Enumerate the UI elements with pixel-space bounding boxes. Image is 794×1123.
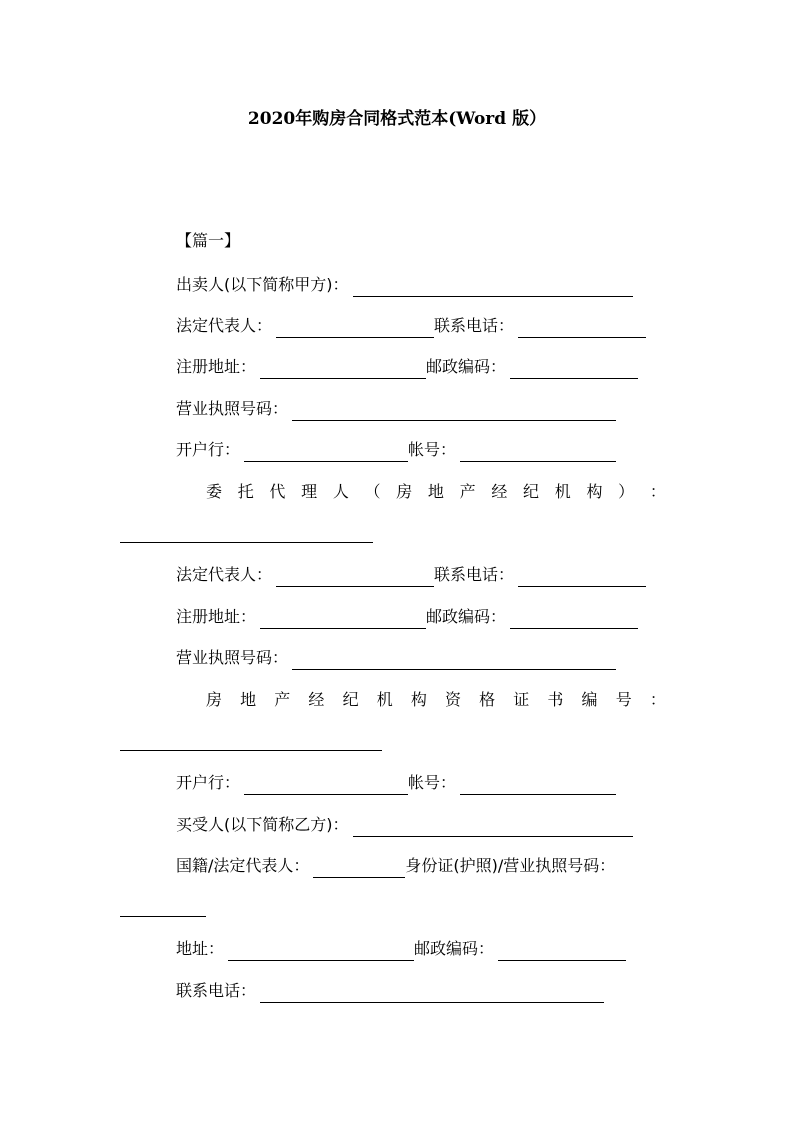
- phone-label: 联系电话：: [176, 981, 257, 1000]
- agent-label-char: 地: [427, 482, 444, 501]
- buyer-postcode-field[interactable]: [498, 940, 626, 961]
- cert-label-char: 构: [410, 690, 427, 709]
- agent-label-char: 构: [586, 482, 603, 501]
- buyer-nationality-row: [176, 854, 615, 878]
- seller-license-row: [176, 397, 616, 421]
- account-label: 帐号：: [408, 773, 457, 792]
- nationality-label: 国籍/法定代表人：: [176, 856, 310, 875]
- agent-bank-field[interactable]: [244, 774, 408, 795]
- seller-label: 出卖人(以下简称甲方)：: [176, 275, 349, 294]
- agent-address-row: [176, 605, 638, 629]
- legal-rep-label: 法定代表人：: [176, 565, 273, 584]
- agent-address-field[interactable]: [260, 608, 426, 629]
- agent-label-char: ）: [618, 482, 635, 501]
- cert-label-char: 经: [308, 690, 325, 709]
- account-label: 帐号：: [408, 440, 457, 459]
- postcode-label: 邮政编码：: [414, 939, 495, 958]
- cert-label-char: 书: [547, 690, 564, 709]
- cert-label-char: 证: [513, 690, 530, 709]
- agent-phone-field[interactable]: [518, 566, 646, 587]
- bank-label: 开户行：: [176, 440, 241, 459]
- seller-legal-rep-field[interactable]: [276, 317, 434, 338]
- seller-row: [176, 273, 633, 297]
- agent-license-field[interactable]: [292, 649, 616, 670]
- agent-label-char: 产: [459, 482, 476, 501]
- seller-bank-row: [176, 438, 616, 462]
- cert-label-char: 机: [376, 690, 393, 709]
- postcode-label: 邮政编码：: [426, 357, 507, 376]
- agent-label-char: （: [364, 482, 381, 501]
- agent-cert-row: [206, 688, 666, 712]
- seller-legal-rep-row: [176, 314, 646, 338]
- buyer-phone-row: [176, 979, 604, 1003]
- seller-phone-field[interactable]: [518, 317, 646, 338]
- seller-address-field[interactable]: [260, 358, 426, 379]
- agent-label-row: [206, 480, 666, 504]
- agent-license-row: [176, 646, 616, 670]
- cert-label-char: 房: [206, 690, 223, 709]
- agent-label-char: 纪: [523, 482, 540, 501]
- document-title: 2020年购房合同格式范本(Word 版）: [247, 109, 547, 129]
- cert-label-char: 号: [615, 690, 632, 709]
- cert-label-char: 地: [240, 690, 257, 709]
- agent-label-char: 委: [206, 482, 223, 501]
- buyer-row: [176, 813, 633, 837]
- section-heading: 【篇一】: [176, 231, 241, 250]
- agent-label-char: 经: [491, 482, 508, 501]
- agent-label-char: 代: [269, 482, 286, 501]
- seller-name-field[interactable]: [353, 276, 633, 297]
- id-label: 身份证(护照)/营业执照号码：: [405, 856, 616, 875]
- bank-label: 开户行：: [176, 773, 241, 792]
- agent-legal-rep-field[interactable]: [276, 566, 434, 587]
- agent-name-field[interactable]: [120, 542, 373, 543]
- cert-label-char: 编: [581, 690, 598, 709]
- phone-label: 联系电话：: [434, 316, 515, 335]
- seller-account-field[interactable]: [460, 441, 616, 462]
- agent-cert-field[interactable]: [120, 750, 382, 751]
- address-label: 地址：: [176, 939, 225, 958]
- seller-license-field[interactable]: [292, 400, 616, 421]
- agent-label-char: 理: [301, 482, 318, 501]
- legal-rep-label: 法定代表人：: [176, 316, 273, 335]
- agent-label-char: 房: [396, 482, 413, 501]
- reg-address-label: 注册地址：: [176, 357, 257, 376]
- agent-label-char: 人: [332, 482, 349, 501]
- agent-label-char: 托: [237, 482, 254, 501]
- license-label: 营业执照号码：: [176, 648, 289, 667]
- buyer-label: 买受人(以下简称乙方)：: [176, 815, 349, 834]
- buyer-id-field[interactable]: [120, 916, 206, 917]
- seller-address-row: [176, 355, 638, 379]
- cert-label-char: 产: [274, 690, 291, 709]
- cert-label-char: 纪: [342, 690, 359, 709]
- agent-bank-row: [176, 771, 616, 795]
- buyer-address-row: [176, 937, 626, 961]
- cert-label-char: 格: [479, 690, 496, 709]
- reg-address-label: 注册地址：: [176, 607, 257, 626]
- buyer-address-field[interactable]: [228, 940, 414, 961]
- agent-postcode-field[interactable]: [510, 608, 638, 629]
- cert-label-char: ：: [649, 690, 666, 709]
- buyer-name-field[interactable]: [353, 816, 633, 837]
- license-label: 营业执照号码：: [176, 399, 289, 418]
- seller-bank-field[interactable]: [244, 441, 408, 462]
- buyer-nationality-field[interactable]: [313, 857, 405, 878]
- phone-label: 联系电话：: [434, 565, 515, 584]
- postcode-label: 邮政编码：: [426, 607, 507, 626]
- cert-label-char: 资: [444, 690, 461, 709]
- agent-label-char: ：: [649, 482, 666, 501]
- agent-label-char: 机: [554, 482, 571, 501]
- buyer-phone-field[interactable]: [260, 982, 604, 1003]
- agent-legal-rep-row: [176, 563, 646, 587]
- agent-account-field[interactable]: [460, 774, 616, 795]
- seller-postcode-field[interactable]: [510, 358, 638, 379]
